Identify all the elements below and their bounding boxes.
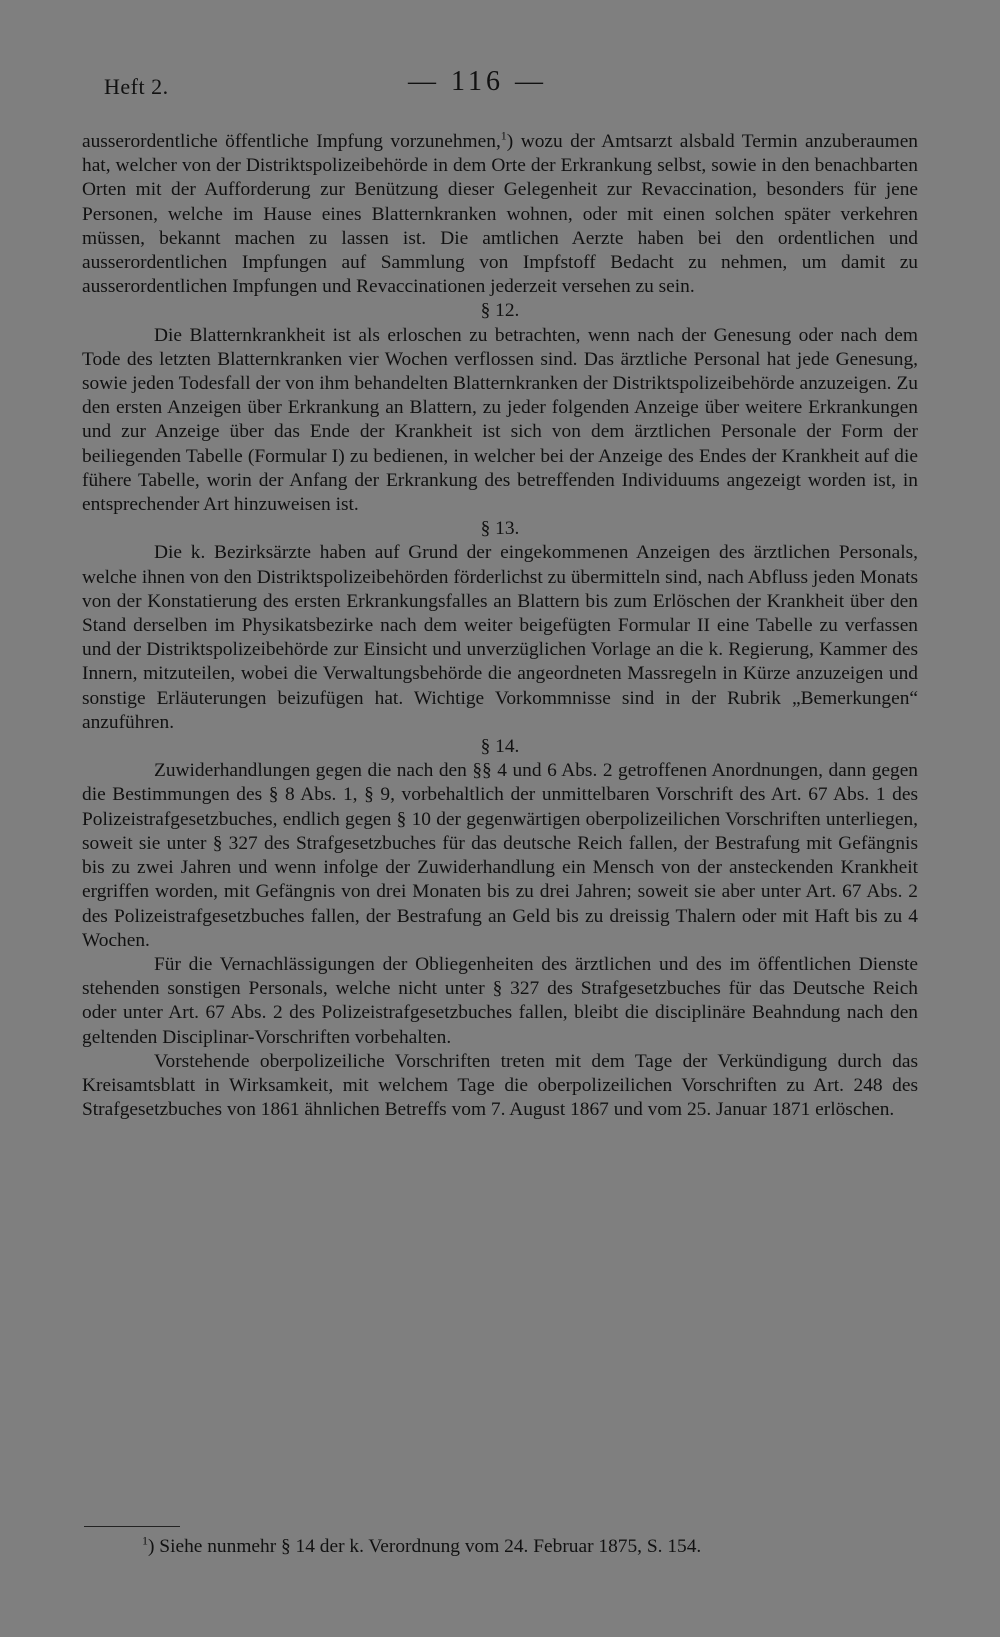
page-number: — 116 — <box>408 66 547 97</box>
neglect-paragraph: Für die Vernachlässigungen der Obliegenheiten des ärztlichen und des im öffentlichen Dienste stehenden sonstigen Personals, welche nicht unter § 327 des Strafgesetzbuches für das Deutsche Reich oder unter Art. 67 Abs. 2 des Polizeistrafgesetzbuches fallen, bleibt die disciplinäre Beahndung nach den geltenden Disciplinar-Vorschriften vorbehalten. <box>82 953 918 1048</box>
footnote-divider <box>84 1526 180 1527</box>
footnote-text: ) Siehe nunmehr § 14 der k. Verordnung vom 24. Februar 1875, S. 154. <box>148 1536 702 1557</box>
section-14-text: Zuwiderhandlungen gegen die nach den §§ 4 und 6 Abs. 2 getroffenen Anordnungen, dann gegen die Bestimmungen des § 8 Abs. 1, § 9, vorbehaltlich der unmittelbaren Vorschrift des Art. 67 Abs. 1 des Polizeistrafgesetzbuches, endlich gegen § 10 der gegenwärtigen oberpolizeilichen Vorschriften unterliegen, soweit sie unter § 327 des Strafgesetzbuches für das deutsche Reich fallen, der Bestrafung mit Gefängnis bis zu zwei Jahren und wenn infolge der Zuwiderhandlung ein Mensch von der ansteckenden Krankheit ergriffen worden, mit Gefängnis von drei Monaten bis zu drei Jahren; soweit sie aber unter Art. 67 Abs. 2 des Polizeistrafgesetzbuches fallen, der Bestrafung an Geld bis zu dreissig Thalern oder mit Haft bis zu 4 Wochen. <box>82 760 918 951</box>
final-paragraph: Vorstehende oberpolizeiliche Vorschriften treten mit dem Tage der Verkündigung durch das Kreisamtsblatt in Wirksamkeit, mit welchem Tage die oberpolizeilichen Vorschriften zu Art. 248 des Strafgesetzbuches von 1861 ähnlichen Betreffs vom 7. August 1867 und vom 25. Januar 1871 erlöschen. <box>82 1050 918 1121</box>
section-heading-13: § 13. <box>480 518 520 540</box>
section-heading-14: § 14. <box>480 736 520 758</box>
paragraph-continuation <box>82 130 918 299</box>
body-text <box>82 130 918 1122</box>
section-heading-12: § 12. <box>480 300 520 322</box>
footnote-reference: 1 <box>500 128 507 143</box>
footnote <box>142 1535 932 1559</box>
section-13-text: Die k. Bezirksärzte haben auf Grund der eingekommenen Anzeigen des ärztlichen Personals, welche ihnen von den Distriktspolizeibehörden förderlichst zu übermitteln sind, nach Abfluss jeden Monats von der Konstatierung des ersten Erkrankungsfalles an Blattern bis zum Erlöschen der Krankheit über den Stand derselben im Physikatsbezirke nach dem weiter beigefügten Formular II eine Tabelle zu verfassen und der Distriktspolizeibehörde zur Einsicht und unverzüglichen Vorlage an die k. Regierung, Kammer des Innern, mitzuteilen, wobei die Verwaltungsbehörde die angeordneten Massregeln in Kürze anzuzeigen und sonstige Erläuterungen beizufügen hat. Wichtige Vorkommnisse sind in der Rubrik „Bemerkungen“ anzuführen. <box>82 542 918 733</box>
paragraph-text: ausserordentliche öffentliche Impfung vorzunehmen, <box>82 131 501 152</box>
footnote-marker: 1 <box>142 1533 148 1548</box>
issue-label: Heft 2. <box>104 74 169 99</box>
paragraph-text: ) wozu der Amtsarzt alsbald Termin anzuberaumen hat, welcher von der Distriktspolizeibehörde in dem Orte der Erkrankung selbst, sowie in den benachbarten Orten mit der Aufforderung zur Benützung dieser Gelegenheit zur Revaccination, besonders für jene Personen, welche im Hause eines Blatternkranken wohnen, oder mit einen solchen später verkehren müssen, bekannt machen zu lassen ist. Die amtlichen Aerzte haben bei den ordentlichen und ausserordentlichen Impfungen auf Sammlung von Impfstoff Bedacht zu nehmen, um damit zu ausserordentlichen Impfungen und Revaccinationen jederzeit versehen zu sein. <box>82 131 918 298</box>
page-header <box>104 66 924 106</box>
section-12-text: Die Blatternkrankheit ist als erloschen zu betrachten, wenn nach der Genesung oder nach dem Tode des letzten Blatternkranken vier Wochen verflossen sind. Das ärztliche Personal hat jede Genesung, sowie jeden Todesfall der von ihm behandelten Blatternkranken der Distriktspolizeibehörde anzuzeigen. Zu den ersten Anzeigen über Erkrankung an Blattern, zu jeder folgenden Anzeige über weitere Erkrankungen und zur Anzeige über das Ende der Krankheit ist sich von dem ärztlichen Personale der Form der beiliegenden Tabelle (Formular I) zu bedienen, in welcher bei der Anzeige des Endes der Krankheit auf die fühere Tabelle, worin der Anfang der Erkrankung des betreffenden Individuums angezeigt worden ist, in entsprechender Art hinzuweisen ist. <box>82 324 918 516</box>
